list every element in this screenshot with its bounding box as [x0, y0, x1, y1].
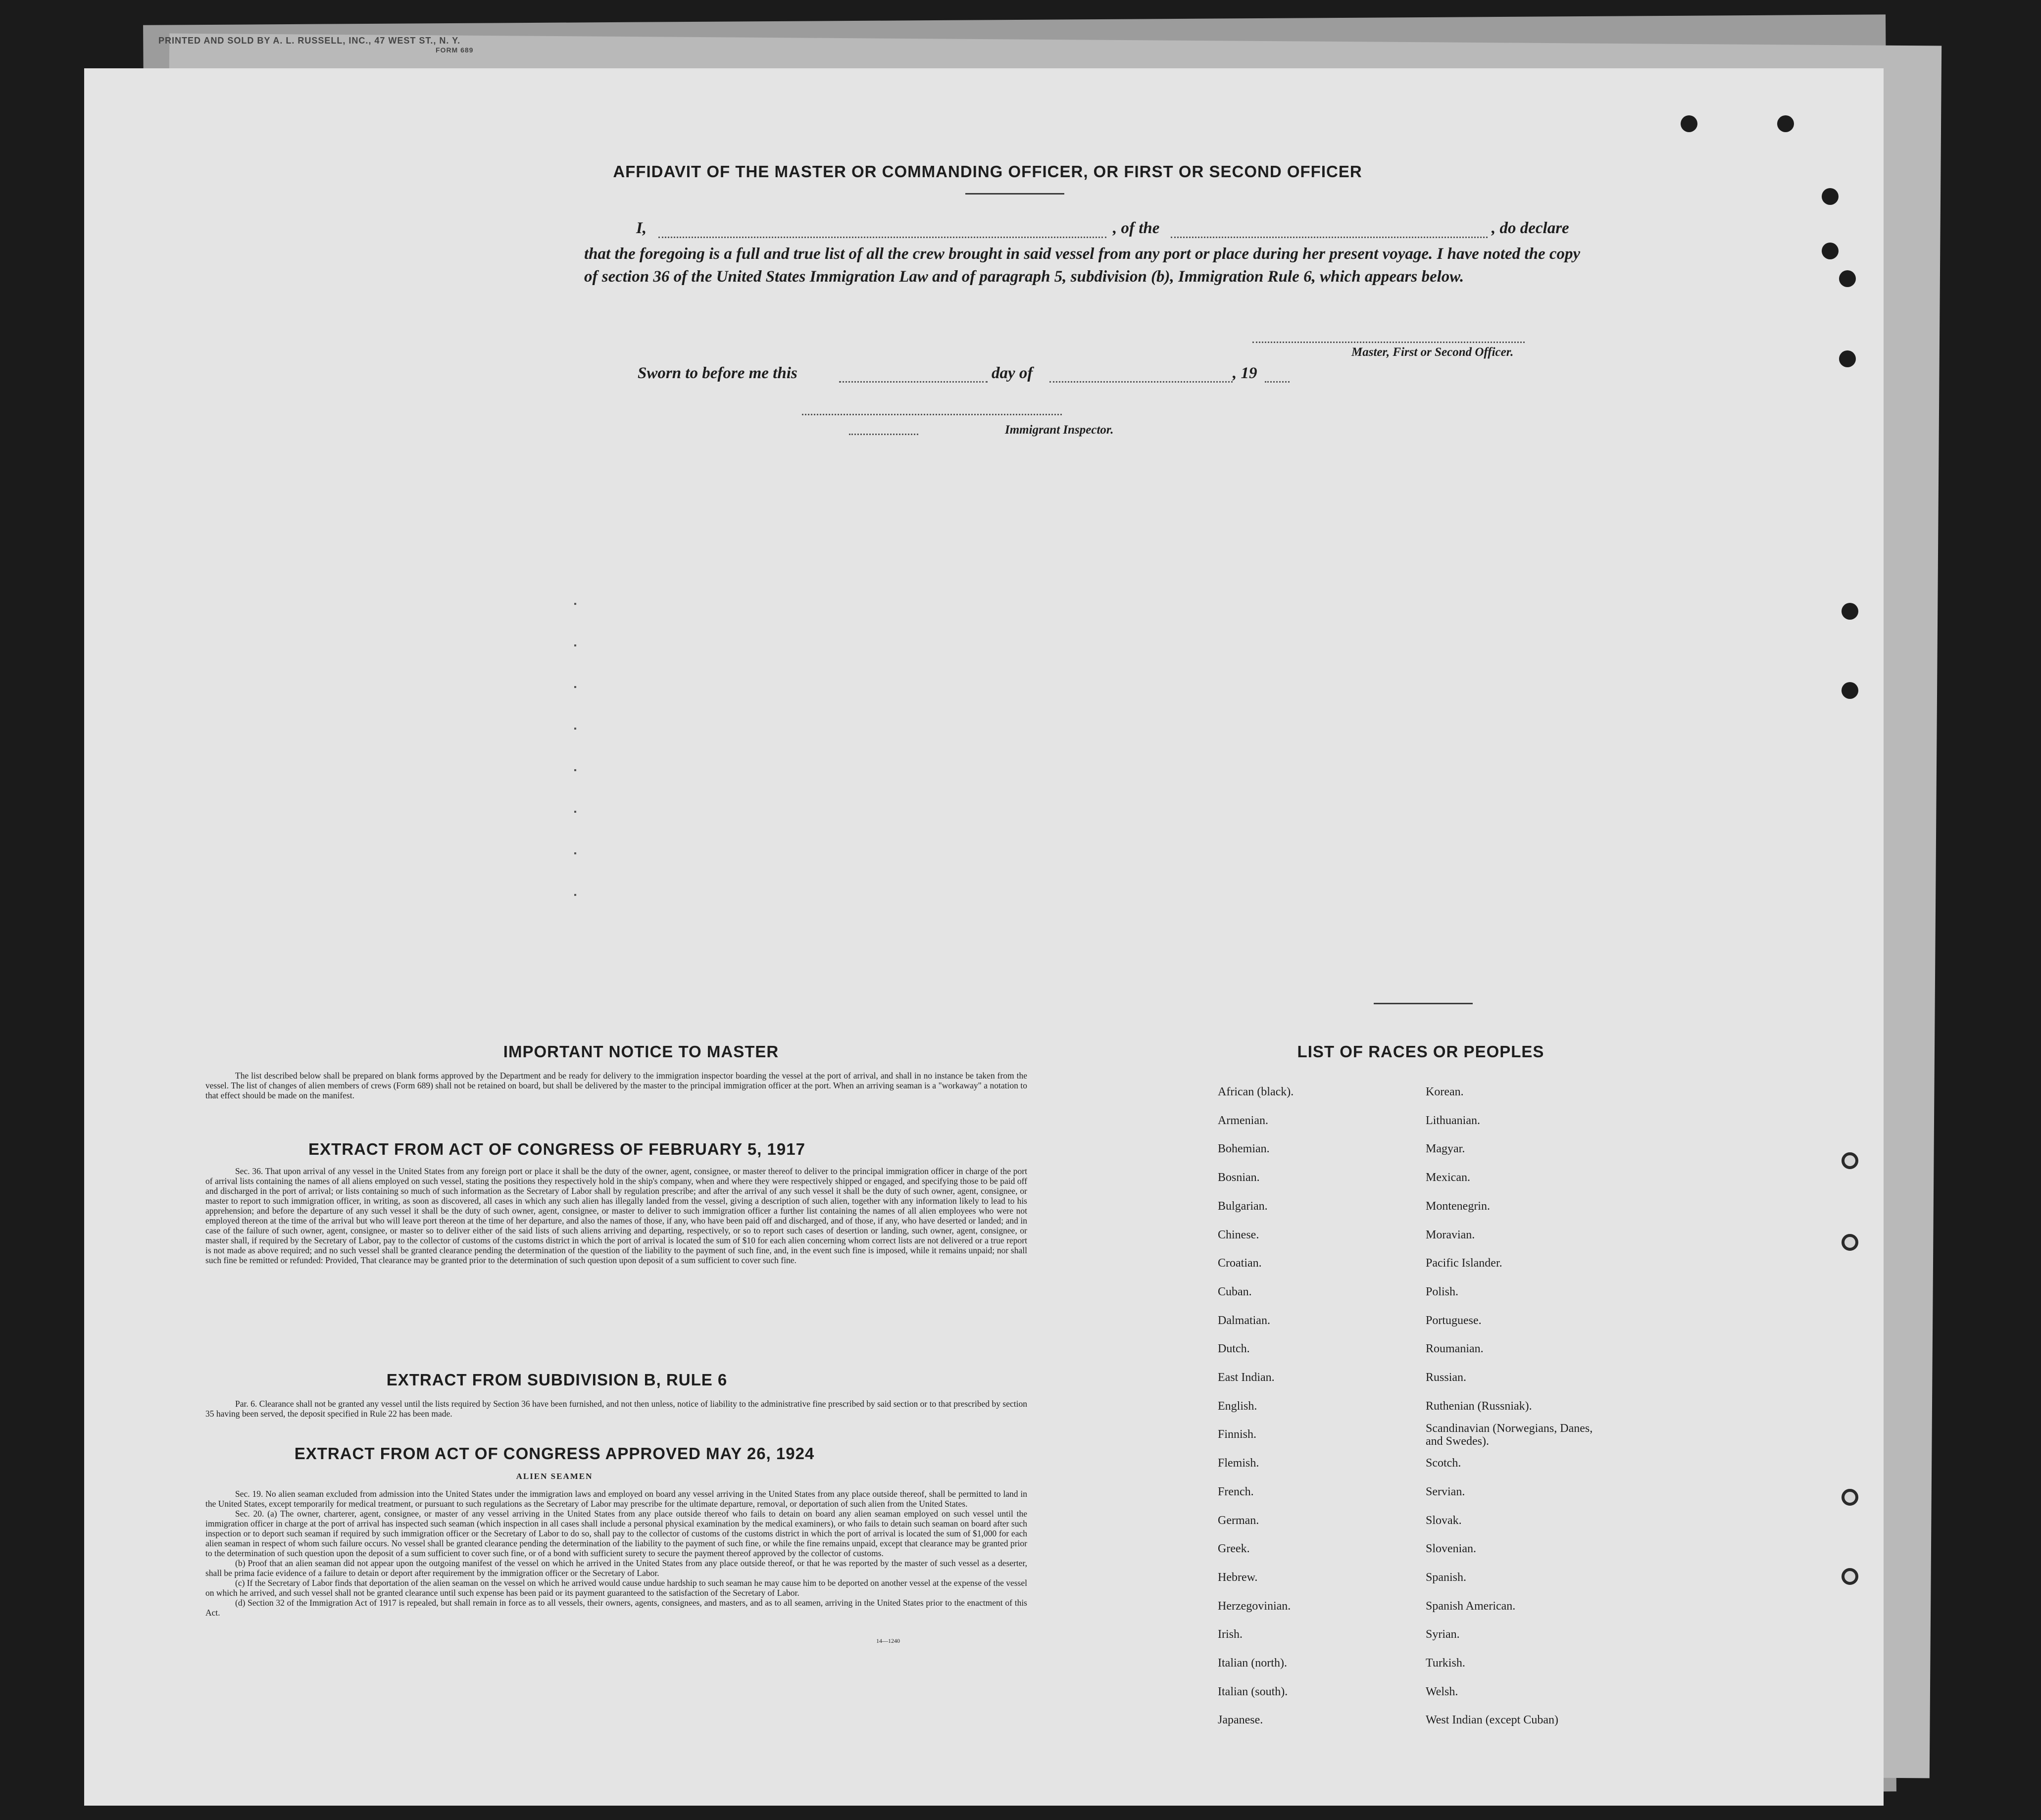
paragraph-6: Par. 6. Clearance shall not be granted any vessel until the lists required by Section 36 have been furnished, and not then unless, notice of liability to the administrative fine prescribed by said section or to that prescribed by section 35 having been served, the deposit specified in Rule 22 has been made.: [205, 1399, 1027, 1419]
race-left-item: Italian (south).: [1218, 1685, 1288, 1698]
race-left-item: Greek.: [1218, 1542, 1250, 1556]
race-right-item: West Indian (except Cuban): [1426, 1714, 1558, 1727]
race-right-item: Polish.: [1426, 1285, 1459, 1298]
affidavit-sheet: [84, 68, 1884, 1806]
master-signature-field[interactable]: [1252, 342, 1525, 343]
race-left-item: Finnish.: [1218, 1428, 1257, 1441]
section-20b-paragraph: (b) Proof that an alien seaman did not appear upon the outgoing manifest of the vessel on which he arrived in the United States from any place outside thereof, or that he was reported by the master of such vessel as a deserter, shall be prima facie evidence of a failure to detain or deport after requirement by the immigration officer or the Secretary of Labor.: [205, 1558, 1027, 1578]
punch-hole: [1777, 115, 1794, 132]
affidavit-statement: that the foregoing is a full and true list of all the crew brought in said vessel from any port or place during her present voyage. I have noted the copy of section 36 of the United States Immigration Law and of paragraph 5, subdivision (b), Immigration Rule 6, which appears below.: [584, 245, 1581, 286]
punch-hole: [1839, 270, 1856, 287]
race-right-item: Pacific Islander.: [1426, 1257, 1502, 1270]
race-right-item: Magyar.: [1426, 1142, 1465, 1156]
alien-seamen-subtitle: ALIEN SEAMEN: [516, 1472, 593, 1481]
race-left-item: French.: [1218, 1485, 1254, 1498]
race-left-item: Cuban.: [1218, 1285, 1252, 1298]
section-19-paragraph: Sec. 19. No alien seaman excluded from admission into the United States under the immigration laws and employed on board any vessel arriving in the United States from any place outside thereof, shall be permitted to land in the United States, except temporarily for medical treatment, or pursuant to such regulations as the Secretary of Labor may prescribe for the ultimate departure, removal, or deportation of such alien from the United States.: [205, 1489, 1027, 1509]
extract-rule6-text: [205, 1399, 1027, 1419]
race-left-item: German.: [1218, 1514, 1259, 1527]
race-right-item: Portuguese.: [1426, 1314, 1482, 1327]
sworn-month-field[interactable]: [1049, 381, 1233, 383]
race-right-item: Korean.: [1426, 1085, 1464, 1098]
punch-hole: [1822, 188, 1839, 205]
sworn-day-field[interactable]: [839, 381, 988, 383]
extract-1924-text: [205, 1489, 1027, 1618]
race-right-item: Slovak.: [1426, 1514, 1462, 1527]
printer-imprint: [158, 36, 703, 60]
race-left-item: Dutch.: [1218, 1342, 1250, 1356]
race-right-item: Turkish.: [1426, 1657, 1465, 1670]
race-right-item: Mexican.: [1426, 1171, 1470, 1184]
race-right-item: Lithuanian.: [1426, 1114, 1480, 1127]
race-left-item: English.: [1218, 1399, 1257, 1413]
sworn-year-field[interactable]: [1265, 381, 1290, 383]
master-signature-label: Master, First or Second Officer.: [1351, 345, 1514, 359]
race-left-item: Flemish.: [1218, 1457, 1259, 1470]
race-right-item: Servian.: [1426, 1485, 1465, 1498]
race-left-item: Hebrew.: [1218, 1571, 1258, 1584]
notice-text: [205, 1071, 1027, 1100]
notice-title: IMPORTANT NOTICE TO MASTER: [503, 1042, 779, 1061]
affidavit-of-label: , of the: [1113, 219, 1160, 237]
punch-hole: [1842, 1234, 1858, 1251]
race-right-item: Slovenian.: [1426, 1542, 1476, 1556]
race-right-item: Moravian.: [1426, 1228, 1475, 1241]
vessel-name-field[interactable]: [1171, 237, 1488, 238]
sworn-label: Sworn to before me this: [638, 364, 797, 382]
race-left-item: African (black).: [1218, 1085, 1294, 1098]
punch-hole: [1842, 1568, 1858, 1585]
section-20d-paragraph: (d) Section 32 of the Immigration Act of 1917 is repealed, but shall remain in force as to all vessels, their owners, agents, consignees, and masters, and as to all seamen, arriving in the United States prior to the enactment of this Act.: [205, 1598, 1027, 1618]
notice-paragraph: The list described below shall be prepared on blank forms approved by the Department and be ready for delivery to the immigration inspector boarding the vessel at the port of arrival, and shall in no instance be taken from the vessel. The list of changes of alien members of crews (Form 689) shall not be retained on board, but shall be delivered by the master to the principal immigration officer at the port. When an arriving seaman is a "workaway" a notation to that effect should be made on the manifest.: [205, 1071, 1027, 1100]
sworn-year-label: , 19: [1233, 364, 1257, 382]
race-right-item: Ruthenian (Russniak).: [1426, 1399, 1532, 1413]
section-36-paragraph: Sec. 36. That upon arrival of any vessel in the United States from any foreign port or place it shall be the duty of the owner, agent, consignee, or master thereof to deliver to the principal immigration officer in charge of the port of arrival lists containing the names of all aliens employed on such vessel, stating the positions they respectively hold in the ship's company, when and where they were respectively shipped or engaged, and specifying those to be paid off and discharged in the port of arrival; or lists containing so much of such information as the Secretary of Labor shall by regulation prescribe; and after the arrival of any such vessel it shall be the duty of such owner, agent, consignee, or master to report to such immigration officer, in writing, as soon as discovered, all cases in which any such alien has illegally landed from the vessel, giving a description of such alien, together with any information likely to lead to his apprehension; and before the departure of any such vessel it shall be the duty of such owner, agent, consignee, or master to deliver to such immigration officer a further list containing the names of all alien employees who were not employed thereon at the time of the arrival but who will leave port thereon at the time of her departure, and also the names of those, if any, who have been paid off and discharged, and of those, if any, who have deserted or landed; and in case of the failure of such owner, agent, consignee, or master so to deliver either of the said lists of such aliens arriving and departing, respectively, or so to report such cases of desertion or landing, such owner, agent, consignee, or master shall, if required by the Secretary of Labor, pay to the collector of customs of the customs district in which the port of arrival is located the sum of $10 for each alien concerning whom correct lists are not delivered or a true report is not made as above required; and no such vessel shall be granted clearance pending the determination of the question of the liability to the payment of such fine, and, in the event such fine is imposed, while it remains unpaid; nor shall such fine be remitted or refunded: Provided, That clearance may be granted prior to the determination of such question upon deposit of a sum sufficient to cover such fine.: [205, 1166, 1027, 1265]
master-name-field[interactable]: [658, 237, 1106, 238]
race-left-item: Bohemian.: [1218, 1142, 1270, 1156]
race-left-item: Herzegovinian.: [1218, 1599, 1291, 1613]
form-number: FORM 689: [436, 46, 474, 54]
punch-hole: [1839, 350, 1856, 367]
race-right-item: Scandinavian (Norwegians, Danes, and Swedes).: [1426, 1422, 1593, 1448]
race-right-item: Scotch.: [1426, 1457, 1461, 1470]
race-right-item: Syrian.: [1426, 1628, 1460, 1641]
race-left-item: Chinese.: [1218, 1228, 1259, 1241]
race-left-item: Japanese.: [1218, 1714, 1263, 1727]
affidavit-declare-label: , do declare: [1492, 219, 1569, 237]
race-left-item: Bulgarian.: [1218, 1199, 1268, 1213]
race-right-item: Spanish.: [1426, 1571, 1467, 1584]
race-left-item: Dalmatian.: [1218, 1314, 1270, 1327]
race-left-item: Italian (north).: [1218, 1657, 1287, 1670]
race-left-item: Croatian.: [1218, 1257, 1262, 1270]
title-underline: [965, 193, 1064, 195]
sworn-day-label: day of: [992, 364, 1033, 382]
extract-1924-title: EXTRACT FROM ACT OF CONGRESS APPROVED MAY 26, 1924: [294, 1444, 815, 1463]
inspector-signature-label: Immigrant Inspector.: [1005, 423, 1114, 437]
inspector-signature-lead: [849, 434, 918, 435]
race-right-item: Welsh.: [1426, 1685, 1458, 1698]
races-underline: [1374, 1003, 1473, 1004]
punch-hole: [1842, 1152, 1858, 1169]
race-left-item: Irish.: [1218, 1628, 1243, 1641]
race-left-item: Bosnian.: [1218, 1171, 1260, 1184]
printer-imprint-line: PRINTED AND SOLD BY A. L. RUSSELL, INC., 47 WEST ST., N. Y.: [158, 36, 461, 46]
section-20a-paragraph: Sec. 20. (a) The owner, charterer, agent, consignee, or master of any vessel arriving in the United States from any place outside thereof who fails to detain on board any alien seaman employed on such vessel until the immigration officer in charge at the port of arrival has inspected such seaman (which inspection in all cases shall include a personal physical examination by the medical examiners), or who fails to detain such seaman on board after such inspection or to deport such seaman if required by such immigration officer or the Secretary of Labor to do so, shall pay to the collector of customs of the customs district in which the port of arrival is located the sum of $1,000 for each alien seaman in respect of whom such failure occurs. No vessel shall be granted clearance pending the determination of the liability to the payment of such fine, or while the fine remains unpaid, except that clearance may be granted prior to the determination of such question upon the deposit of a sum sufficient to cover such fine, or of a bond with sufficient surety to secure the payment thereof approved by the collector of customs.: [205, 1509, 1027, 1558]
race-right-item: Montenegrin.: [1426, 1199, 1490, 1213]
punch-hole: [1681, 115, 1697, 132]
races-title: LIST OF RACES OR PEOPLES: [1297, 1042, 1544, 1061]
race-right-item: Russian.: [1426, 1371, 1467, 1384]
affidavit-title: AFFIDAVIT OF THE MASTER OR COMMANDING OFFICER, OR FIRST OR SECOND OFFICER: [613, 162, 1362, 181]
punch-hole: [1842, 682, 1858, 699]
punch-hole: [1842, 603, 1858, 620]
inspector-signature-field[interactable]: [802, 414, 1062, 415]
punch-hole: [1822, 243, 1839, 259]
race-right-item: Spanish American.: [1426, 1599, 1516, 1613]
extract-rule6-title: EXTRACT FROM SUBDIVISION B, RULE 6: [386, 1371, 728, 1389]
margin-dots: [574, 603, 578, 999]
extract-1917-text: [205, 1166, 1027, 1265]
race-left-item: Armenian.: [1218, 1114, 1268, 1127]
race-right-item: Roumanian.: [1426, 1342, 1484, 1356]
race-left-item: East Indian.: [1218, 1371, 1275, 1384]
section-20c-paragraph: (c) If the Secretary of Labor finds that deportation of the alien seaman on the vessel on which he arrived would cause undue hardship to such seaman he may cause him to be deported on another vessel at the expense of the vessel on which he arrived, and such vessel shall not be granted clearance until such expense has been paid or its payment guaranteed to the satisfaction of the Secretary of Labor.: [205, 1578, 1027, 1598]
extract-1917-title: EXTRACT FROM ACT OF CONGRESS OF FEBRUARY 5, 1917: [308, 1140, 805, 1158]
affidavit-i-label: I,: [636, 219, 647, 237]
form-code: 14—1240: [876, 1637, 900, 1644]
punch-hole: [1842, 1489, 1858, 1506]
